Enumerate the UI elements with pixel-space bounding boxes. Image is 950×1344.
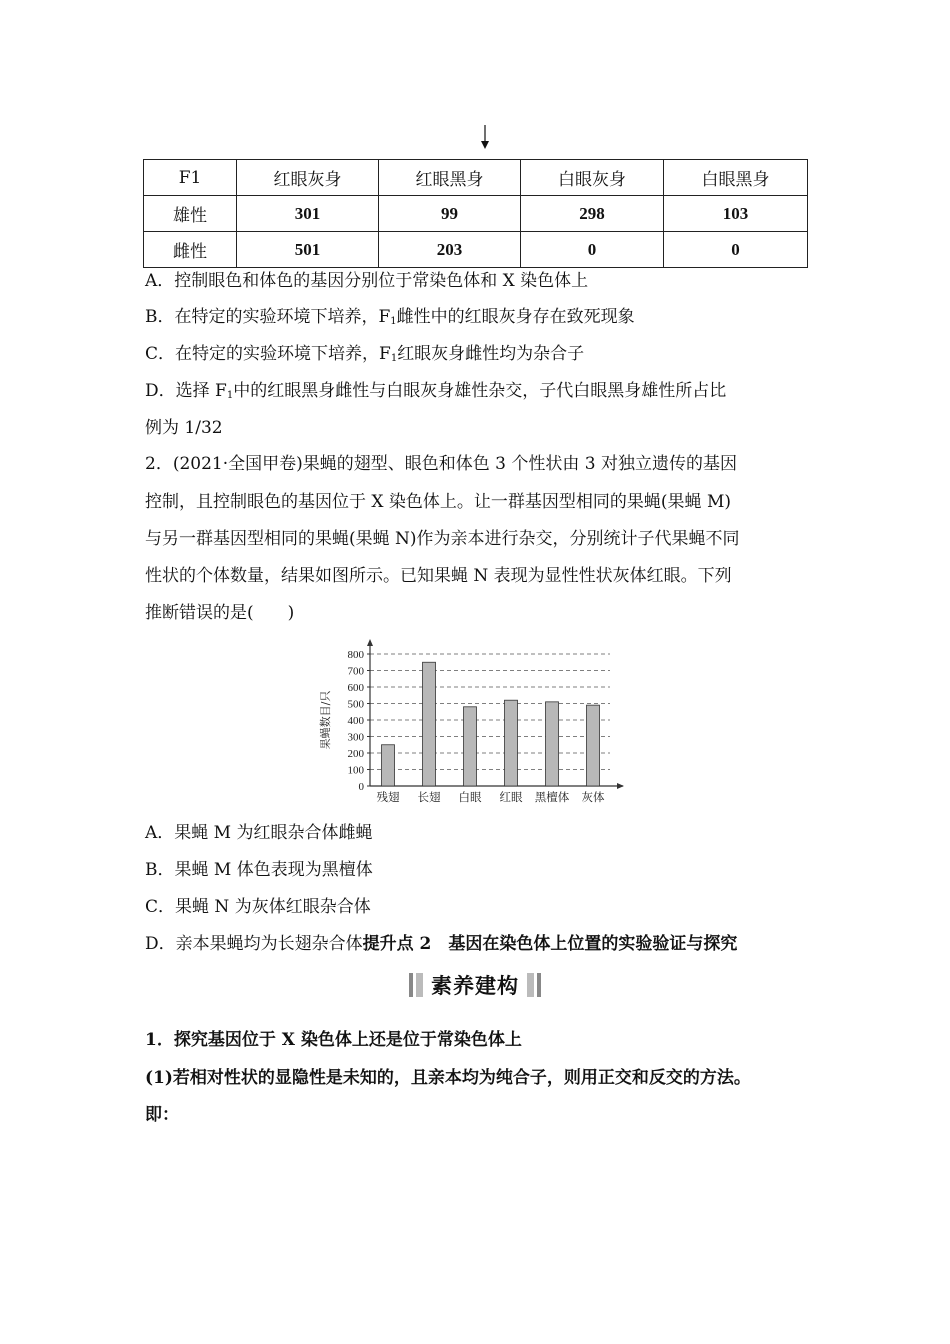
y-axis-label: 果蝇数目/只 <box>319 690 332 750</box>
table-cell: 红眼黑身 <box>379 160 521 196</box>
section-title: 素养建构 <box>431 973 519 998</box>
subscript: 1 <box>390 316 397 327</box>
table-cell <box>144 160 237 196</box>
bar <box>546 702 559 786</box>
option-text: 雌性中的红眼灰身存在致死现象 <box>396 307 635 327</box>
y-tick-label: 100 <box>347 764 364 777</box>
x-tick-label: 黑檀体 <box>534 790 570 804</box>
option-text: C．在特定的实验环境下培养，F <box>145 344 391 364</box>
table-cell: 红眼灰身 <box>237 160 379 196</box>
q1-option-b <box>145 305 825 334</box>
subscript: 1 <box>390 353 398 364</box>
option-text: D．选择 F <box>145 381 227 401</box>
q2-option-c: C．果蝇 N 为灰体红眼杂合体 <box>145 897 371 917</box>
table-cell: 雌性 <box>144 232 237 268</box>
section-banner <box>405 968 545 1002</box>
x-tick-label: 残翅 <box>376 790 400 804</box>
x-tick-label: 灰体 <box>581 790 605 804</box>
table-cell: 雄性 <box>144 196 237 232</box>
table-cell: 99 <box>379 196 521 232</box>
table-cell: 501 <box>237 232 379 268</box>
fruit-fly-bar-chart <box>315 636 635 806</box>
table-cell: 0 <box>664 232 808 268</box>
q2-option-b: B．果蝇 M 体色表现为黑檀体 <box>145 860 373 880</box>
section-point-heading: 提升点 2 基因在染色体上位置的实验验证与探究 <box>362 934 738 954</box>
x-axis-arrow-icon <box>617 783 624 789</box>
banner-bar-decoration <box>537 973 541 997</box>
subscript: 1 <box>226 390 234 401</box>
table-cell: 白眼黑身 <box>664 160 808 196</box>
section-paragraph: 即： <box>145 1105 179 1125</box>
y-tick-label: 800 <box>347 649 364 661</box>
section-heading: 1．探究基因位于 X 染色体上还是位于常染色体上 <box>145 1030 522 1050</box>
table-cell: 103 <box>664 196 808 232</box>
x-tick-label: 白眼 <box>458 790 482 804</box>
y-tick-label: 0 <box>358 781 364 793</box>
option-text: 红眼灰身雌性均为杂合子 <box>397 344 585 364</box>
table-row <box>144 232 808 268</box>
x-tick-label: 长翅 <box>417 790 441 804</box>
y-tick-label: 200 <box>347 748 364 760</box>
y-tick-label: 400 <box>347 715 364 727</box>
q1-option-c <box>145 342 825 371</box>
y-tick-label: 500 <box>347 698 364 711</box>
q2-option-a: A．果蝇 M 为红眼杂合体雌蝇 <box>145 823 373 843</box>
banner-bar-decoration <box>416 973 423 997</box>
q2-stem-line: 推断错误的是( ) <box>145 603 295 623</box>
table-cell: 203 <box>379 232 521 268</box>
q2-option-d <box>145 932 825 956</box>
section-paragraph: (1)若相对性状的显隐性是未知的，且亲本均为纯合子，则用正交和反交的方法。 <box>145 1068 751 1088</box>
table-cell: 白眼灰身 <box>521 160 664 196</box>
option-text: D．亲本果蝇均为长翅杂合体 <box>145 934 363 954</box>
table-row <box>144 196 808 232</box>
bar <box>382 745 395 786</box>
bar <box>464 707 477 786</box>
q2-stem-line: 控制，且控制眼色的基因位于 X 染色体上。让一群基因型相同的果蝇(果蝇 M) <box>145 492 731 512</box>
q1-option-a: A．控制眼色和体色的基因分别位于常染色体和 X 染色体上 <box>145 271 589 291</box>
table-cell: 0 <box>521 232 664 268</box>
option-text: B．在特定的实验环境下培养，F <box>145 307 391 327</box>
bar <box>505 700 518 786</box>
f1-label: F1 <box>178 167 202 188</box>
x-tick-label: 红眼 <box>499 790 523 804</box>
table-header-row <box>144 160 808 196</box>
q1-option-d-continued: 例为 1/32 <box>145 418 223 438</box>
table-cell: 298 <box>521 196 664 232</box>
q1-option-d <box>145 379 825 408</box>
banner-bar-decoration <box>527 973 534 997</box>
q2-stem-line: 性状的个体数量，结果如图所示。已知果蝇 N 表现为显性性状灰体红眼。下列 <box>145 566 732 586</box>
bar <box>423 662 436 786</box>
table-cell: 301 <box>237 196 379 232</box>
y-tick-label: 300 <box>347 731 364 744</box>
q2-stem-line: 2．(2021·全国甲卷)果蝇的翅型、眼色和体色 3 个性状由 3 对独立遗传的基因 <box>145 454 737 474</box>
down-arrow-icon <box>478 124 492 150</box>
y-axis-arrow-icon <box>367 639 373 646</box>
f1-data-table <box>143 159 808 268</box>
y-tick-label: 700 <box>347 665 364 678</box>
banner-bar-decoration <box>409 973 413 997</box>
bar <box>587 705 600 786</box>
q2-stem-line: 与另一群基因型相同的果蝇(果蝇 N)作为亲本进行杂交，分别统计子代果蝇不同 <box>145 529 740 549</box>
option-text: 中的红眼黑身雌性与白眼灰身雄性杂交，子代白眼黑身雄性所占比 <box>233 381 727 401</box>
y-tick-label: 600 <box>347 682 364 694</box>
